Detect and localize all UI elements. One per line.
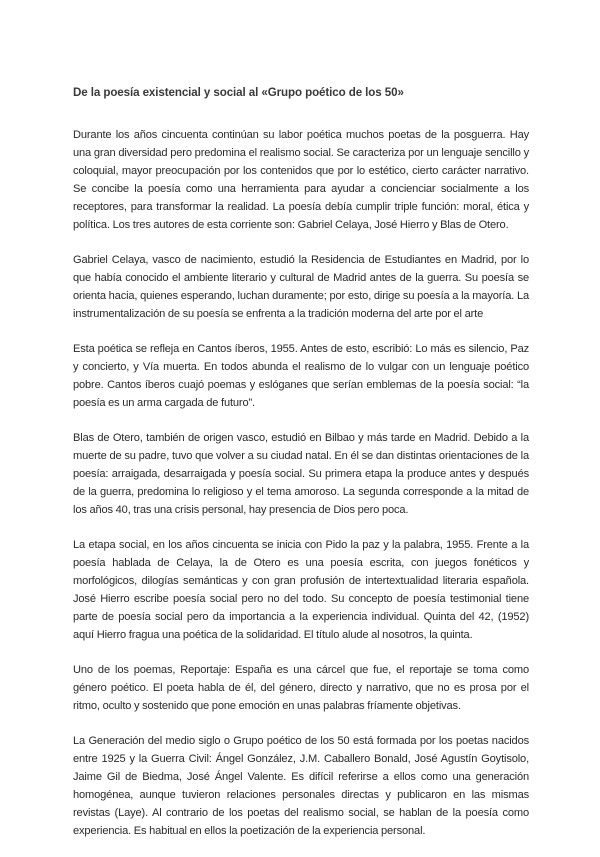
paragraph-etapa-social: La etapa social, en los años cincuenta se inicia con Pido la paz y la palabra, 1955. Frente a la poesía hablada de Celaya, la de Otero es una poesía escrita, con juegos fonéticos y morfológicos, dilogías semánticas y con gran profusión de intertextualidad literaria española. José Hierro escribe poesía social pero no del todo. Su concepto de poesía testimonial tiene parte de poesía social pero da importancia a la experiencia individual. Quinta del 42, (1952) aquí Hierro fragua una poética de la solidaridad. El título alude al nosotros, la quinta. <box>73 539 529 641</box>
paragraph-cantos-iberos: Esta poética se refleja en Cantos íberos, 1955. Antes de esto, escribió: Lo más es silencio, Paz y concierto, y Vía muerta. En todos abunda el realismo de lo vulgar con un lenguaje poético pobre. Cantos íberos cuajó poemas y eslóganes que serían emblemas de la poesía social: “la poesía es un arma cargada de futuro”. <box>73 343 529 409</box>
paragraph-realismo-social: Durante los años cincuenta continúan su labor poética muchos poetas de la posguerra. Hay una gran diversidad pero predomina el realismo social. Se caracteriza por un lenguaje sencillo y coloquial, mayor preocupación por los contenidos que por lo estético, cierto carácter narrativo. Se concibe la poesía como una herramienta para ayudar a concienciar socialmente a los receptores, para transformar la realidad. La poesía debía cumplir triple función: moral, ética y política. Los tres autores de esta corriente son: Gabriel Celaya, José Hierro y Blas de Otero. <box>73 129 529 231</box>
document-title: De la poesía existencial y social al «Grupo poético de los 50» <box>73 86 404 99</box>
paragraph-gabriel-celaya: Gabriel Celaya, vasco de nacimiento, estudió la Residencia de Estudiantes en Madrid, por lo que había conocido el ambiente literario y cultural de Madrid antes de la guerra. Su poesía se orienta hacia, quienes esperando, luchan duramente; por esto, dirige su poesía a la mayoría. La instrumentalización de su poesía se enfrenta a la tradición moderna del arte por el arte <box>73 254 529 320</box>
paragraph-generacion-50: La Generación del medio siglo o Grupo poético de los 50 está formada por los poetas nacidos entre 1925 y la Guerra Civil: Ángel González, J.M. Caballero Bonald, José Agustín Goytisolo, Jaime Gil de Biedma, José Ángel Valente. Es difícil referirse a ellos como una generación homogénea, aunque tuvieron relaciones personales directas y publicaron en las mismas revistas (Laye). Al contrario de los poetas del realismo social, se hablan de la poesía como experiencia. Es habitual en ellos la poetización de la experiencia personal. <box>73 735 529 837</box>
document-page <box>73 86 529 857</box>
paragraph-blas-de-otero: Blas de Otero, también de origen vasco, estudió en Bilbao y más tarde en Madrid. Debido a la muerte de su padre, tuvo que volver a su ciudad natal. En él se dan distintas orientaciones de la poesía: arraigada, desarraigada y poesía social. Su primera etapa la produce antes y después de la guerra, predomina lo religioso y el tema amoroso. La segunda corresponde a la mitad de los años 40, tras una crisis personal, hay presencia de Dios pero poca. <box>73 432 529 516</box>
paragraph-reportaje: Uno de los poemas, Reportaje: España es una cárcel que fue, el reportaje se toma como género poético. El poeta habla de él, del género, directo y narrativo, que no es prosa por el ritmo, oculto y sostenido que pone emoción en unas palabras fríamente objetivas. <box>73 664 529 712</box>
